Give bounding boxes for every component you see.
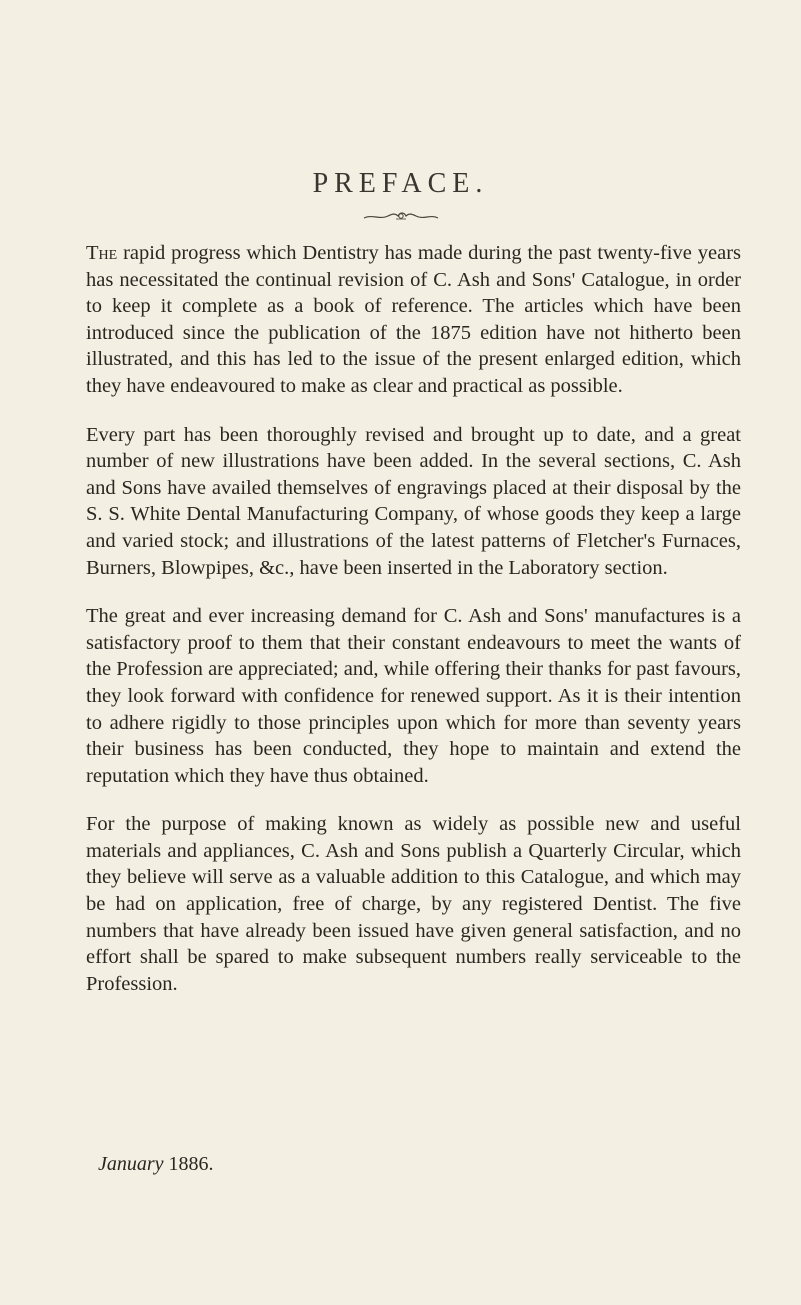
paragraph-text: rapid progress which Dentistry has made during the past twenty-five years has necessitated the continual revision of C. Ash and Sons' Catalogue, in order to keep it complete as a book of reference. The articles which have been introduced since the publication of the 1875 edition have not hitherto been illustrated, and this has led to the issue of the present enlarged edition, which they have endeavoured to make as clear and practical as possible. [86, 242, 741, 397]
paragraph-1 [86, 240, 741, 400]
paragraph-lead: The [86, 242, 118, 264]
date-signoff [98, 1153, 214, 1176]
paragraph-3 [86, 603, 741, 789]
signoff-year: 1886. [168, 1153, 214, 1175]
paragraph-text: For the purpose of making known as widely as possible new and useful materials and appliances, C. Ash and Sons publish a Quarterly Circular, which they believe will serve as a valuable addition to this Catalogue, and which may be had on application, free of charge, by any registered Dentist. The five numbers that have already been issued have given general satisfaction, and no effort shall be spared to make subsequent numbers really serviceable to the Profession. [86, 813, 741, 995]
preface-body [86, 240, 741, 1019]
paragraph-4 [86, 811, 741, 997]
paragraph-text: The great and ever increasing demand for C. Ash and Sons' manufactures is a satisfactory proof to them that their constant endeavours to meet the wants of the Profession are appreciated; and, while offering their thanks for past favours, they look forward with confidence for renewed support. As it is their intention to adhere rigidly to those principles upon which for more than seventy years their business has been conducted, they hope to maintain and extend the reputation which they have thus obtained. [86, 605, 741, 787]
paragraph-2 [86, 422, 741, 582]
paragraph-text: Every part has been thoroughly revised and brought up to date, and a great number of new illustrations have been added. In the several sections, C. Ash and Sons have availed themselves of engravings placed at their disposal by the S. S. White Dental Manufacturing Company, of whose goods they keep a large and varied stock; and illustrations of the latest patterns of Fletcher's Furnaces, Burners, Blowpipes, &c., have been inserted in the Laboratory section. [86, 423, 741, 579]
ornament-divider-icon [362, 210, 440, 224]
page-title: PREFACE. [312, 168, 489, 199]
signoff-month: January [98, 1153, 164, 1175]
